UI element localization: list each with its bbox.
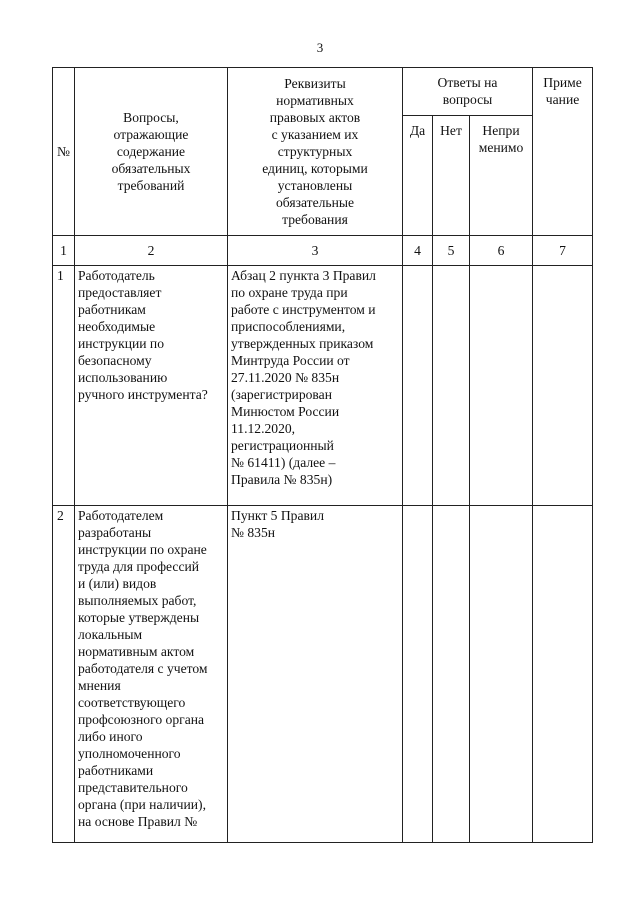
header-answers: Ответы на вопросы xyxy=(403,68,533,116)
header-yes: Да xyxy=(403,116,433,236)
column-number: 1 xyxy=(53,236,75,266)
table-row xyxy=(53,266,593,506)
note-cell[interactable] xyxy=(533,266,593,506)
column-number: 6 xyxy=(470,236,533,266)
header-no: № xyxy=(53,68,75,236)
table-row xyxy=(53,506,593,843)
row-number: 1 xyxy=(53,266,75,506)
header-no-answer: Нет xyxy=(433,116,470,236)
page-number: 3 xyxy=(316,40,324,55)
checklist-table xyxy=(52,67,593,843)
column-number: 5 xyxy=(433,236,470,266)
answer-not-applicable-cell[interactable] xyxy=(470,506,533,843)
note-cell[interactable] xyxy=(533,506,593,843)
answer-yes-cell[interactable] xyxy=(403,506,433,843)
row-number: 2 xyxy=(53,506,75,843)
column-number: 4 xyxy=(403,236,433,266)
column-number: 3 xyxy=(228,236,403,266)
answer-not-applicable-cell[interactable] xyxy=(470,266,533,506)
header-questions: Вопросы, отражающие содержание обязательных требований xyxy=(75,68,228,236)
answer-yes-cell[interactable] xyxy=(403,266,433,506)
column-number: 7 xyxy=(533,236,593,266)
header-requisites: Реквизиты нормативных правовых актов с указанием их структурных единиц, которыми установлены обязательные требования xyxy=(228,68,403,236)
requisites-cell: Пункт 5 Правил № 835н xyxy=(228,506,403,843)
header-not-applicable: Непри менимо xyxy=(470,116,533,236)
requisites-cell: Абзац 2 пункта 3 Правил по охране труда при работе с инструментом и приспособлениями, утвержденных приказом Минтруда России от 27.11.2020 № 835н (зарегистрирован Минюстом России 11.12.2020, регистрационный № 61411) (далее – Правила № 835н) xyxy=(228,266,403,506)
answer-no-cell[interactable] xyxy=(433,266,470,506)
header-note: Приме чание xyxy=(533,68,593,236)
answer-no-cell[interactable] xyxy=(433,506,470,843)
column-number: 2 xyxy=(75,236,228,266)
question-cell: Работодателем разработаны инструкции по охране труда для профессий и (или) видов выполняемых работ, которые утверждены локальным нормативным актом работодателя с учетом мнения соответствующего профсоюзного органа либо иного уполномоченного работниками представительного органа (при наличии), на основе Правил № xyxy=(75,506,228,843)
header-row xyxy=(53,68,593,116)
column-number-row xyxy=(53,236,593,266)
question-cell: Работодатель предоставляет работникам необходимые инструкции по безопасному использованию ручного инструмента? xyxy=(75,266,228,506)
